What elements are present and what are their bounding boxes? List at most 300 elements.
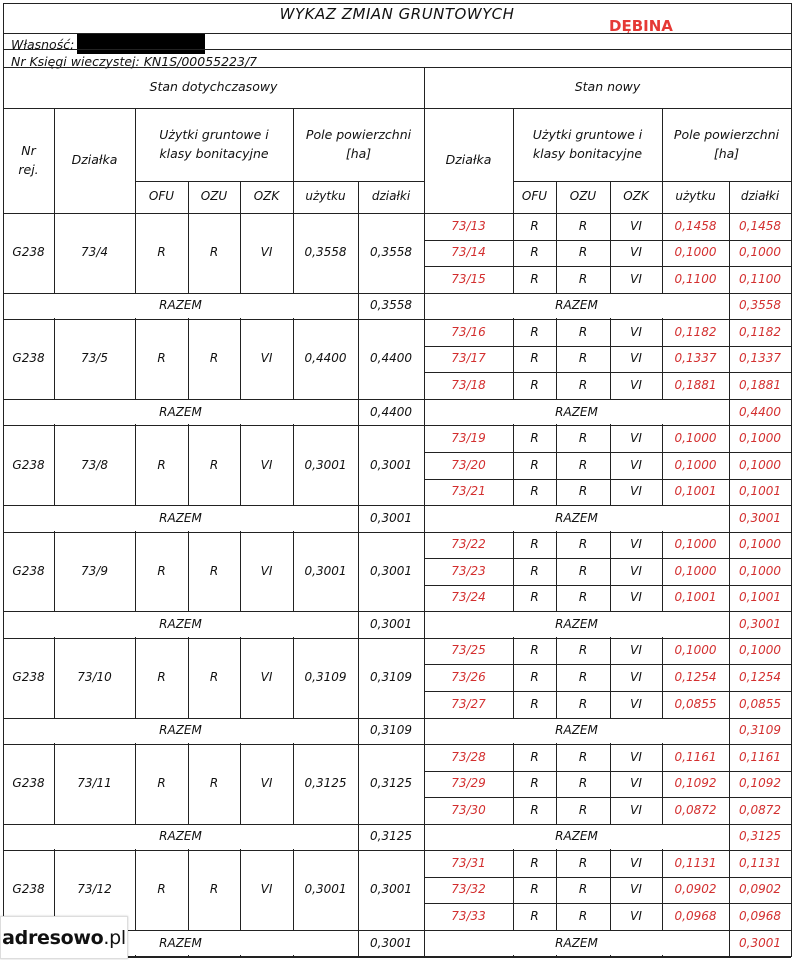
new-uzytku [662, 452, 729, 479]
new-ozu-text: R [578, 669, 588, 684]
old-ozu-text: R [209, 457, 219, 472]
old-ofu-text: R [157, 563, 166, 578]
new-dzialki [729, 744, 791, 771]
new-uzytku-text: 0,1881 [674, 377, 717, 392]
old-dzialki [358, 744, 424, 824]
land-change-document [3, 3, 791, 957]
new-ozu-text: R [578, 484, 588, 499]
new-dzialka [424, 585, 513, 612]
new-dzialka [424, 850, 513, 877]
old-ofu [135, 850, 188, 930]
new-razem-value [729, 293, 791, 319]
new-razem-value-text: 0,3001 [739, 510, 781, 525]
new-ozk [610, 479, 662, 506]
new-uzytku-text: 0,0872 [674, 802, 717, 817]
old-ozk-text: VI [260, 351, 273, 366]
new-ozu [556, 638, 610, 665]
header-ozu-text: OZU [200, 189, 228, 204]
new-ozu [556, 664, 610, 691]
new-ozu-text: R [578, 324, 588, 339]
new-ozu-text: R [578, 245, 588, 260]
new-ofu [513, 266, 556, 293]
new-uzytku [662, 691, 729, 718]
old-razem-value [358, 505, 424, 531]
old-razem-label-text: RAZEM [159, 829, 202, 844]
old-uzytku [293, 532, 358, 612]
new-dzialka [424, 266, 513, 293]
old-ozu [188, 532, 240, 612]
new-dzialki [729, 797, 791, 824]
new-uzytku [662, 479, 729, 506]
new-dzialki-text: 0,1000 [739, 245, 781, 260]
new-uzytku [662, 850, 729, 877]
new-dzialki [729, 903, 791, 930]
new-uzytku [662, 240, 729, 267]
new-dzialka-text: 73/15 [451, 271, 486, 286]
new-dzialka-text: 73/22 [451, 537, 486, 552]
new-uzytku-text: 0,1337 [674, 351, 717, 366]
new-razem-value [729, 399, 791, 425]
new-ozu [556, 240, 610, 267]
new-dzialki-text: 0,1001 [739, 590, 781, 605]
new-dzialki [729, 479, 791, 506]
new-ofu-text: R [530, 696, 539, 711]
new-ozu-text: R [578, 457, 588, 472]
new-ofu-text: R [530, 218, 539, 233]
new-dzialki [729, 638, 791, 665]
new-razem-label [424, 505, 729, 531]
old-razem-label-text: RAZEM [159, 404, 202, 419]
new-dzialka-text: 73/14 [451, 245, 486, 260]
new-dzialki [729, 664, 791, 691]
new-dzialki-text: 0,1000 [739, 537, 781, 552]
old-ozu [188, 638, 240, 718]
old-nr-rej [3, 638, 54, 718]
new-ofu [513, 797, 556, 824]
new-ozk [610, 585, 662, 612]
new-razem-value-text: 0,3109 [739, 723, 781, 738]
old-dzialka-text: 73/12 [77, 882, 112, 897]
header-dzialka [54, 108, 135, 213]
header-new-uzytku-text: użytku [675, 189, 716, 204]
old-ozk-text: VI [260, 776, 273, 791]
header-ofu [135, 181, 188, 213]
new-ozk [610, 372, 662, 399]
old-nr-rej-text: G238 [12, 563, 45, 578]
new-ofu-text: R [530, 537, 539, 552]
new-ozu-text: R [578, 271, 588, 286]
old-uzytku-text: 0,4400 [304, 351, 347, 366]
old-ozu [188, 850, 240, 930]
old-uzytku [293, 319, 358, 399]
new-dzialki-text: 0,0872 [739, 802, 781, 817]
new-ofu [513, 558, 556, 585]
new-ofu-text: R [530, 855, 539, 870]
old-dzialki-text: 0,3001 [370, 457, 412, 472]
header-new-ozk-text: OZK [623, 189, 649, 204]
new-ozk [610, 452, 662, 479]
new-ofu-text: R [530, 351, 539, 366]
new-ofu-text: R [530, 377, 539, 392]
old-ozk [240, 213, 293, 293]
new-dzialki-text: 0,1131 [739, 855, 781, 870]
header-new-ofu-text: OFU [521, 189, 548, 204]
old-ozk-text: VI [260, 245, 273, 260]
new-uzytku [662, 346, 729, 373]
owner-label: Własność: [11, 37, 75, 52]
new-ozk-text: VI [630, 855, 642, 870]
old-dzialki [358, 213, 424, 293]
new-ozk-text: VI [630, 696, 642, 711]
new-ofu [513, 771, 556, 798]
new-dzialki-text: 0,1254 [739, 669, 781, 684]
new-dzialka-text: 73/32 [451, 882, 486, 897]
header-pole-text: Pole powierzchni [ha] [305, 127, 412, 161]
logo-text: adresowo [2, 926, 104, 949]
new-ozu [556, 372, 610, 399]
new-dzialka [424, 346, 513, 373]
old-ozu [188, 213, 240, 293]
new-ozk-text: VI [630, 351, 642, 366]
new-uzytku [662, 744, 729, 771]
new-uzytku-text: 0,1000 [674, 457, 717, 472]
new-razem-value-text: 0,4400 [739, 404, 781, 419]
new-dzialki-text: 0,1000 [739, 457, 781, 472]
new-dzialka-text: 73/27 [451, 696, 486, 711]
new-ozk-text: VI [630, 802, 642, 817]
old-dzialka-text: 73/10 [77, 670, 112, 684]
old-ozu [188, 425, 240, 505]
old-razem-value [358, 718, 424, 744]
new-uzytku-text: 0,1161 [674, 749, 717, 764]
new-uzytku-text: 0,0902 [674, 882, 717, 897]
new-razem-value-text: 0,3001 [739, 616, 781, 631]
new-uzytku-text: 0,1131 [674, 855, 717, 870]
old-ofu [135, 638, 188, 718]
old-nr-rej-text: G238 [12, 670, 45, 684]
old-dzialka [54, 744, 135, 824]
old-nr-rej [3, 213, 54, 293]
new-dzialki [729, 771, 791, 798]
new-razem-label-text: RAZEM [555, 298, 598, 313]
new-ozu-text: R [578, 776, 588, 791]
redaction-bar [77, 33, 205, 54]
old-dzialki [358, 319, 424, 399]
new-ozu [556, 479, 610, 506]
new-ozu-text: R [578, 590, 588, 605]
new-dzialka [424, 452, 513, 479]
new-dzialki [729, 558, 791, 585]
old-ozk [240, 319, 293, 399]
new-dzialka [424, 638, 513, 665]
header-new-dzialka [424, 108, 513, 213]
old-ozu-text: R [209, 776, 219, 791]
new-dzialka [424, 479, 513, 506]
new-ozu-text: R [578, 882, 588, 897]
new-razem-label [424, 824, 729, 850]
new-uzytku-text: 0,0968 [674, 908, 717, 923]
header-new-uzytki [513, 108, 662, 181]
new-ofu-text: R [530, 669, 539, 684]
new-ozk-text: VI [630, 882, 642, 897]
new-dzialka [424, 771, 513, 798]
new-dzialki-text: 0,0968 [739, 908, 781, 923]
new-razem-label-text: RAZEM [555, 404, 598, 419]
new-razem-value [729, 824, 791, 850]
new-ozu [556, 213, 610, 240]
new-uzytku [662, 903, 729, 930]
new-dzialka-text: 73/24 [451, 590, 486, 605]
new-ozu-text: R [578, 430, 588, 445]
old-ozk [240, 744, 293, 824]
new-dzialki [729, 691, 791, 718]
new-dzialki [729, 877, 791, 904]
new-dzialki [729, 346, 791, 373]
new-ozk-text: VI [630, 776, 642, 791]
header-ozu [188, 181, 240, 213]
old-ozu-text: R [209, 882, 219, 897]
new-dzialka [424, 558, 513, 585]
new-ozu-text: R [578, 351, 588, 366]
new-dzialki-text: 0,1001 [739, 484, 781, 499]
old-uzytku-text: 0,3001 [304, 457, 347, 472]
new-ozk-text: VI [630, 537, 642, 552]
new-ozk-text: VI [630, 669, 642, 684]
header-uzytku [293, 181, 358, 213]
new-ozk [610, 266, 662, 293]
new-razem-label-text: RAZEM [555, 616, 598, 631]
old-nr-rej-text: G238 [12, 776, 45, 791]
new-ozu [556, 797, 610, 824]
new-uzytku [662, 372, 729, 399]
new-uzytku-text: 0,1458 [674, 218, 717, 233]
old-nr-rej [3, 425, 54, 505]
old-ofu-text: R [157, 670, 166, 684]
new-ozk-text: VI [630, 643, 642, 658]
new-dzialki [729, 452, 791, 479]
new-razem-label [424, 293, 729, 319]
new-dzialki-text: 0,1100 [739, 271, 781, 286]
old-ozk-text: VI [260, 457, 273, 472]
old-dzialka-text: 73/5 [81, 351, 108, 366]
old-ofu [135, 532, 188, 612]
new-ofu [513, 346, 556, 373]
old-uzytku-text: 0,3001 [304, 563, 347, 578]
new-ozk-text: VI [630, 749, 642, 764]
new-ofu-text: R [530, 882, 539, 897]
grid-line [3, 33, 791, 34]
old-dzialki [358, 532, 424, 612]
new-dzialki-text: 0,1000 [739, 430, 781, 445]
new-ofu [513, 532, 556, 559]
header-new-state [424, 67, 791, 108]
new-dzialka [424, 691, 513, 718]
header-nr-rej-text: Nr rej. [18, 143, 39, 177]
new-ozk [610, 771, 662, 798]
new-razem-value [729, 611, 791, 637]
new-ofu [513, 664, 556, 691]
header-uzytki-text: Użytki gruntowe i klasy bonitacyjne [159, 127, 269, 161]
new-razem-label [424, 718, 729, 744]
old-ozk [240, 532, 293, 612]
old-dzialki-text: 0,3001 [370, 563, 412, 578]
header-ozk [240, 181, 293, 213]
new-ozk [610, 638, 662, 665]
old-nr-rej-text: G238 [12, 351, 45, 366]
new-razem-label [424, 611, 729, 637]
old-razem-value [358, 930, 424, 956]
new-dzialka-text: 73/33 [451, 908, 486, 923]
old-nr-rej-text: G238 [12, 245, 45, 260]
new-ozu [556, 771, 610, 798]
new-uzytku [662, 319, 729, 346]
new-dzialki-text: 0,1161 [739, 749, 781, 764]
old-razem-label [3, 611, 358, 637]
new-ozu [556, 319, 610, 346]
header-new-ozu [556, 181, 610, 213]
old-ofu [135, 319, 188, 399]
old-dzialki-text: 0,3001 [370, 882, 412, 897]
new-ozk [610, 240, 662, 267]
old-ozu [188, 744, 240, 824]
old-dzialki [358, 638, 424, 718]
new-ozk [610, 346, 662, 373]
new-dzialki [729, 425, 791, 452]
new-ofu [513, 585, 556, 612]
old-dzialki-text: 0,4400 [370, 351, 412, 366]
old-ofu-text: R [157, 776, 166, 791]
old-dzialka-text: 73/4 [81, 245, 108, 260]
header-old-state-text: Stan dotychczasowy [149, 79, 278, 95]
old-razem-value-text: 0,3001 [370, 935, 412, 950]
old-razem-value-text: 0,4400 [370, 404, 412, 419]
new-uzytku [662, 771, 729, 798]
new-dzialki [729, 585, 791, 612]
new-uzytku-text: 0,1000 [674, 643, 717, 658]
new-ozu [556, 850, 610, 877]
new-dzialki-text: 0,0902 [739, 882, 781, 897]
new-ozu-text: R [578, 377, 588, 392]
old-ofu [135, 744, 188, 824]
old-ozu-text: R [209, 245, 219, 260]
new-dzialki [729, 213, 791, 240]
header-new-pole-text: Pole powierzchni [ha] [673, 127, 780, 161]
old-dzialki-text: 0,3125 [370, 776, 412, 791]
old-uzytku-text: 0,3109 [304, 670, 347, 684]
new-ofu [513, 479, 556, 506]
new-ofu-text: R [530, 245, 539, 260]
new-uzytku [662, 266, 729, 293]
new-ofu [513, 903, 556, 930]
new-ozk [610, 850, 662, 877]
new-ozu-text: R [578, 563, 588, 578]
old-razem-value-text: 0,3125 [370, 829, 412, 844]
header-pole [293, 108, 424, 181]
new-dzialka-text: 73/18 [451, 377, 486, 392]
new-ofu-text: R [530, 457, 539, 472]
old-uzytku [293, 213, 358, 293]
new-ozu [556, 532, 610, 559]
header-new-pole [662, 108, 791, 181]
new-dzialki [729, 240, 791, 267]
new-dzialka [424, 877, 513, 904]
old-ozu [188, 319, 240, 399]
new-razem-label-text: RAZEM [555, 510, 598, 525]
new-ozu-text: R [578, 537, 588, 552]
header-ofu-text: OFU [148, 189, 175, 204]
new-uzytku-text: 0,1000 [674, 245, 717, 260]
new-ofu-text: R [530, 802, 539, 817]
new-ozk [610, 558, 662, 585]
new-ozu-text: R [578, 855, 588, 870]
header-new-dzialki [729, 181, 791, 213]
header-new-ofu [513, 181, 556, 213]
old-uzytku [293, 850, 358, 930]
new-ozu [556, 691, 610, 718]
new-ofu-text: R [530, 563, 539, 578]
header-uzytki [135, 108, 293, 181]
new-uzytku-text: 0,1000 [674, 430, 717, 445]
new-ozk-text: VI [630, 484, 642, 499]
new-uzytku [662, 425, 729, 452]
new-ozu [556, 346, 610, 373]
grid-line [791, 3, 792, 957]
new-uzytku [662, 638, 729, 665]
old-razem-label [3, 505, 358, 531]
new-uzytku [662, 877, 729, 904]
old-ozk-text: VI [260, 882, 273, 897]
new-dzialka-text: 73/19 [451, 430, 486, 445]
new-razem-value [729, 505, 791, 531]
new-dzialka-text: 73/30 [451, 802, 486, 817]
new-ozk [610, 744, 662, 771]
old-uzytku-text: 0,3125 [304, 776, 347, 791]
old-ozk [240, 850, 293, 930]
old-razem-label-text: RAZEM [159, 723, 202, 738]
new-razem-label [424, 399, 729, 425]
new-razem-label-text: RAZEM [555, 935, 598, 950]
old-dzialka [54, 425, 135, 505]
old-razem-value [358, 611, 424, 637]
new-uzytku-text: 0,1001 [674, 590, 717, 605]
new-uzytku [662, 558, 729, 585]
new-ozk [610, 532, 662, 559]
old-ozk-text: VI [260, 563, 273, 578]
old-razem-label-text: RAZEM [159, 935, 202, 950]
header-uzytku-text: użytku [305, 189, 346, 204]
document-title: WYKAZ ZMIAN GRUNTOWYCH [279, 5, 515, 23]
old-nr-rej-text: G238 [12, 457, 45, 472]
new-dzialka-text: 73/25 [451, 643, 486, 658]
old-uzytku-text: 0,3558 [304, 245, 347, 260]
logo-suffix: .pl [103, 926, 126, 949]
new-dzialka [424, 903, 513, 930]
new-dzialka-text: 73/29 [451, 776, 486, 791]
new-ozk-text: VI [630, 590, 642, 605]
old-dzialki-text: 0,3558 [370, 245, 412, 260]
old-razem-label [3, 824, 358, 850]
header-new-state-text: Stan nowy [574, 79, 641, 95]
old-razem-value [358, 824, 424, 850]
new-ozk [610, 425, 662, 452]
new-razem-label-text: RAZEM [555, 829, 598, 844]
place-name: DĘBINA [609, 17, 673, 35]
new-uzytku [662, 797, 729, 824]
new-ozk-text: VI [630, 324, 642, 339]
new-ofu-text: R [530, 271, 539, 286]
new-dzialki-text: 0,1337 [739, 351, 781, 366]
old-dzialka [54, 213, 135, 293]
